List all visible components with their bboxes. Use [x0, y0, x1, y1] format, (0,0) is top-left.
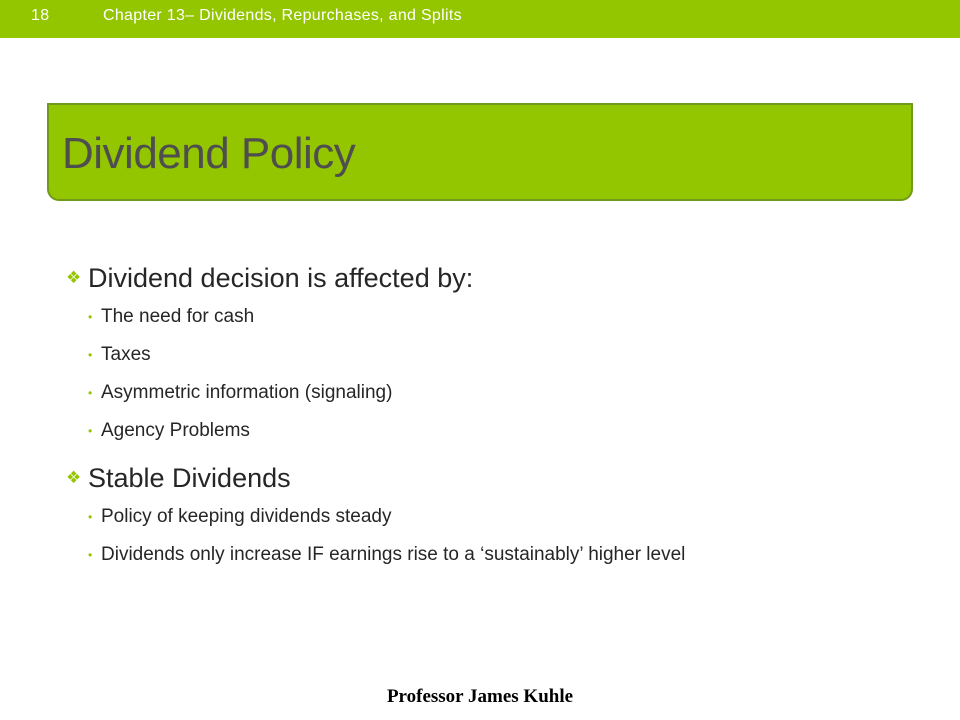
bullet-item [66, 458, 926, 498]
bullet-text: Stable Dividends [88, 462, 291, 493]
title-banner [47, 103, 913, 201]
slide-number: 18 [31, 7, 50, 24]
dot-bullet-icon: • [88, 310, 93, 324]
slide-content [66, 258, 926, 574]
sub-bullet-item [88, 536, 926, 574]
dot-bullet-icon: • [88, 424, 93, 438]
bullet-item [66, 258, 926, 298]
sub-bullet-text: Policy of keeping dividends steady [101, 506, 392, 527]
sub-bullet-item [88, 412, 926, 450]
dot-bullet-icon: • [88, 348, 93, 362]
dot-bullet-icon: • [88, 548, 93, 562]
chapter-title: Chapter 13– Dividends, Repurchases, and Splits [103, 7, 462, 24]
sub-bullet-text: Agency Problems [101, 420, 250, 441]
slide-title: Dividend Policy [62, 129, 356, 178]
diamond-bullet-icon: ❖ [66, 268, 82, 287]
sub-bullet-text: The need for cash [101, 306, 255, 327]
dot-bullet-icon: • [88, 386, 93, 400]
sub-bullet-item [88, 336, 926, 374]
header-bar [0, 0, 960, 38]
dot-bullet-icon: • [88, 510, 93, 524]
diamond-bullet-icon: ❖ [66, 468, 82, 487]
bullet-text: Dividend decision is affected by: [88, 262, 474, 293]
sub-bullet-text: Taxes [101, 344, 151, 365]
sub-bullet-item [88, 298, 926, 336]
sub-bullet-text: Dividends only increase IF earnings rise to a ‘sustainably’ higher level [101, 544, 686, 565]
footer-author: Professor James Kuhle [386, 686, 574, 707]
sub-bullet-text: Asymmetric information (signaling) [101, 382, 393, 403]
sub-bullet-item [88, 374, 926, 412]
sub-bullet-item [88, 498, 926, 536]
